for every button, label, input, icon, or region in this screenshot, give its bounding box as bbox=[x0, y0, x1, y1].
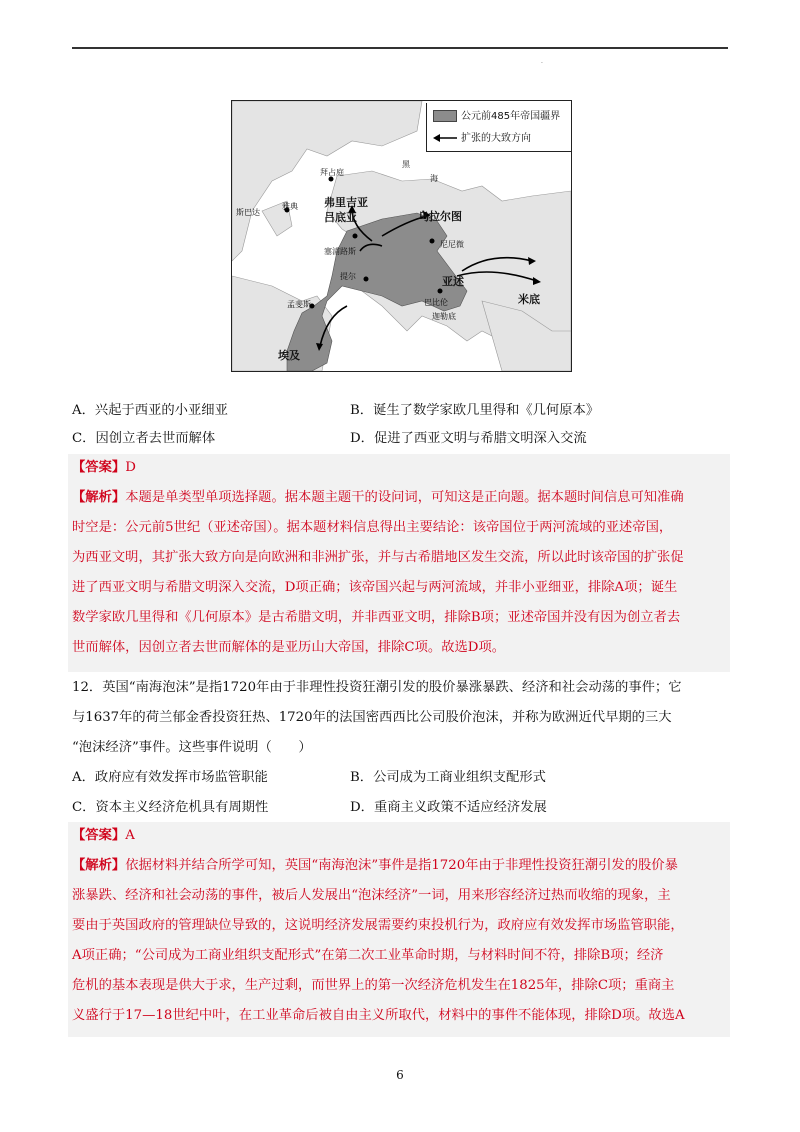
q12-analysis-line-1 bbox=[72, 857, 678, 875]
q12-analysis-line-3: 要由于英国政府的管理缺位导致的，这说明经济发展需要约束投机行为，政府应有效发挥市场监管职能， bbox=[72, 918, 684, 933]
q12-analysis-tag: 【解析】 bbox=[72, 858, 126, 873]
q11-option-c: C．因创立者去世而解体 bbox=[72, 431, 216, 446]
q11-analysis-text-1: 本题是单类型单项选择题。据本题主题干的设问词，可知这是正向题。据本题时间信息可知准确 bbox=[125, 490, 684, 505]
legend-arrow bbox=[433, 131, 531, 147]
q12-analysis-line-4: A项正确；“公司成为工商业组织支配形式”在第二次工业革命时期，与材料时间不符，排除B项；经济 bbox=[72, 948, 664, 963]
q11-analysis-line-2: 时空是：公元前5世纪（亚述帝国）。据本题材料信息得出主要结论：该帝国位于两河流域的亚述帝国， bbox=[72, 520, 673, 535]
q12-option-c: C．资本主义经济危机具有周期性 bbox=[72, 800, 269, 815]
label-nineveh: 尼尼微 bbox=[440, 240, 464, 249]
label-tyre: 提尔 bbox=[340, 272, 356, 281]
q12-option-a: A．政府应有效发挥市场监管职能 bbox=[72, 770, 268, 785]
arrow-icon bbox=[433, 133, 457, 143]
label-sparta: 斯巴达 bbox=[236, 208, 260, 217]
map-legend bbox=[426, 103, 571, 152]
legend-territory-label: 公元前485年帝国疆界 bbox=[461, 111, 561, 122]
label-byzantium: 拜占庭 bbox=[320, 168, 344, 177]
q12-analysis-line-2: 涨暴跌、经济和社会动荡的事件，被后人发展出“泡沫经济”一词，用来形容经济过热而收缩的现象，主 bbox=[72, 888, 671, 903]
q11-analysis-line-1 bbox=[72, 489, 684, 507]
q11-answer-tag: 【答案】 bbox=[72, 460, 126, 475]
label-chaldea: 迦勒底 bbox=[432, 312, 456, 321]
q11-analysis-line-3: 为西亚文明，其扩张大致方向是向欧洲和非洲扩张，并与古希腊地区发生交流，所以此时该帝国的扩张促 bbox=[72, 550, 684, 565]
q11-analysis-tag: 【解析】 bbox=[72, 490, 126, 505]
q12-analysis-line-5: 危机的基本表现是供大于求，生产过剩，而世界上的第一次经济危机发生在1825年，排除C项；重商主 bbox=[72, 978, 675, 993]
q11-analysis-line-5: 数学家欧几里得和《几何原本》是古希腊文明，并非西亚文明，排除B项；亚述帝国并没有因为创立者去 bbox=[72, 610, 681, 625]
legend-territory bbox=[433, 109, 560, 125]
territory-swatch bbox=[433, 110, 457, 122]
q11-option-a: A．兴起于西亚的小亚细亚 bbox=[72, 403, 228, 418]
empire-map bbox=[231, 100, 572, 372]
header-dot: . bbox=[541, 58, 543, 65]
q11-analysis-line-6: 世而解体，因创立者去世而解体的是亚历山大帝国，排除C项。故选D项。 bbox=[72, 640, 506, 655]
q11-option-b: B．诞生了数学家欧几里得和《几何原本》 bbox=[350, 403, 600, 418]
label-media: 米底 bbox=[518, 293, 540, 306]
label-urartu: 乌拉尔图 bbox=[418, 210, 462, 223]
page-number: 6 bbox=[396, 1068, 404, 1082]
q12-stem-line-1: 12．英国“南海泡沫”是指1720年由于非理性投资狂潮引发的股价暴涨暴跌、经济和社会动荡的事件；它 bbox=[72, 680, 682, 695]
legend-arrow-label: 扩张的大致方向 bbox=[461, 133, 531, 144]
q12-answer bbox=[72, 827, 135, 845]
q12-stem-line-2: 与1637年的荷兰郁金香投资狂热、1720年的法国密西西比公司股价泡沫，并称为欧洲近代早期的三大 bbox=[72, 710, 672, 725]
label-cyprus: 塞浦路斯 bbox=[324, 247, 356, 256]
label-phrygia: 弗里吉亚 bbox=[324, 196, 368, 209]
label-assyria: 亚述 bbox=[442, 275, 464, 288]
label-memphis: 孟斐斯 bbox=[287, 300, 311, 309]
q12-answer-value: A bbox=[125, 828, 135, 843]
q11-answer-value: D bbox=[125, 460, 136, 475]
header-rule bbox=[72, 47, 728, 49]
q12-analysis-line-6: 义盛行于17—18世纪中叶，在工业革命后被自由主义所取代，材料中的事件不能体现，排除D项。故选A bbox=[72, 1008, 685, 1023]
label-athens: 雅典 bbox=[282, 202, 298, 211]
label-babylon: 巴比伦 bbox=[424, 298, 448, 307]
q11-analysis-line-4: 进了西亚文明与希腊文明深入交流，D项正确；该帝国兴起与两河流域，并非小亚细亚，排除A项；诞生 bbox=[72, 580, 678, 595]
label-black-sea-1: 黑 bbox=[402, 160, 410, 169]
q11-answer bbox=[72, 459, 136, 477]
label-egypt: 埃及 bbox=[278, 349, 300, 362]
q12-option-b: B．公司成为工商业组织支配形式 bbox=[350, 770, 546, 785]
q12-option-d: D．重商主义政策不适应经济发展 bbox=[350, 800, 547, 815]
label-black-sea-2: 海 bbox=[430, 174, 438, 183]
q12-answer-tag: 【答案】 bbox=[72, 828, 126, 843]
q11-option-d: D．促进了西亚文明与希腊文明深入交流 bbox=[350, 431, 587, 446]
label-lydia: 吕底亚 bbox=[324, 211, 357, 224]
q12-analysis-text-1: 依据材料并结合所学可知，英国“南海泡沫”事件是指1720年由于非理性投资狂潮引发的股价暴 bbox=[125, 858, 678, 873]
q12-stem-line-3: “泡沫经济”事件。这些事件说明（ ） bbox=[72, 740, 312, 755]
